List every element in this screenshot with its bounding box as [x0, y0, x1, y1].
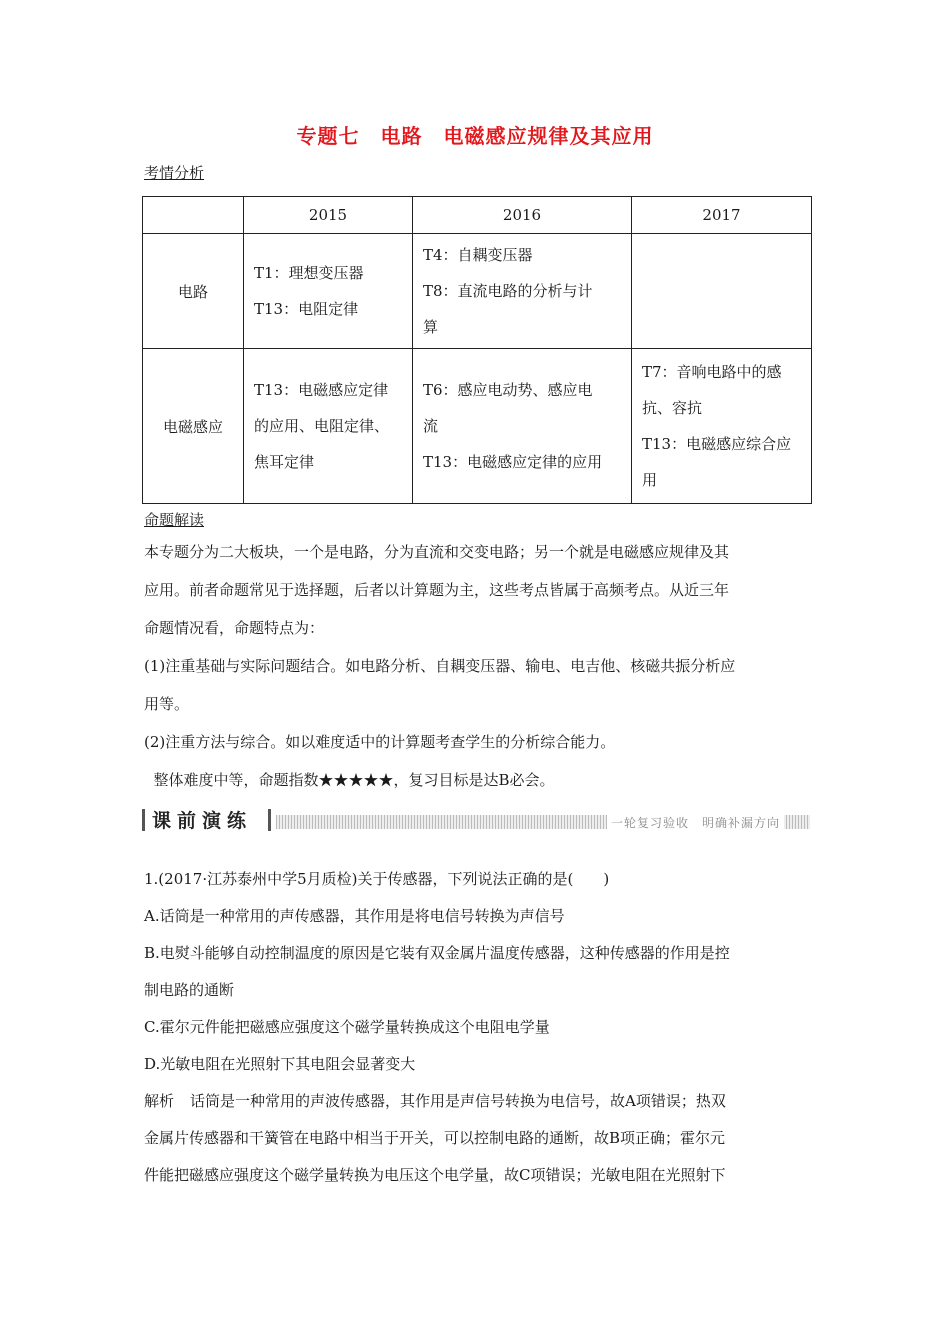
question-stem: 1.(2017·江苏泰州中学5月质检)关于传感器，下列说法正确的是( ): [144, 870, 610, 888]
analysis-line: 件能把磁感应强度这个磁学量转换为电压这个电学量，故C项错误；光敏电阻在光照射下: [144, 1166, 726, 1184]
cell-line: T13：电阻定律: [254, 300, 359, 318]
cell-line: T13：电磁感应定律: [254, 381, 389, 399]
interpretation-body: [144, 533, 808, 799]
paragraph-line: 整体难度中等，命题指数★★★★★，复习目标是达B必会。: [144, 771, 555, 789]
section-label-interpretation: 命题解读: [144, 511, 205, 529]
cell-line: 的应用、电阻定律、: [254, 417, 390, 435]
table-row: [143, 349, 812, 504]
table-row: [143, 234, 812, 349]
cell-line: T13：电磁感应综合应: [642, 435, 792, 453]
table-cell: [632, 234, 812, 349]
cell-line: 焦耳定律: [254, 453, 315, 471]
row-head-cell: 电磁感应: [143, 349, 244, 504]
option-line: A.话筒是一种常用的声传感器，其作用是将电信号转换为声信号: [144, 907, 565, 925]
cell-line: T6：感应电动势、感应电: [423, 381, 593, 399]
option-line: C.霍尔元件能把磁感应强度这个磁学量转换成这个电阻电学量: [144, 1018, 550, 1036]
paragraph-line: (2)注重方法与综合。如以难度适中的计算题考查学生的分析综合能力。: [144, 733, 616, 751]
table-cell: [244, 234, 413, 349]
section-banner: [142, 806, 810, 836]
banner-separator: [268, 809, 271, 831]
analysis-text: 话筒是一种常用的声波传感器，其作用是声信号转换为电信号，故A项错误；热双: [190, 1092, 726, 1110]
cell-line: 抗、容抗: [642, 399, 703, 417]
table-header-cell: [143, 197, 244, 234]
section-label-analysis: 考情分析: [144, 164, 205, 182]
table-header-cell: 2017: [632, 197, 812, 234]
table-header-cell: 2016: [413, 197, 632, 234]
cell-line: 流: [423, 417, 439, 435]
banner-title: 课前演练: [152, 810, 253, 832]
paragraph-line: 应用。前者命题常见于选择题，后者以计算题为主，这些考点皆属于高频考点。从近三年: [144, 581, 730, 599]
cell-line: T7：音响电路中的感: [642, 363, 782, 381]
table-cell: [413, 349, 632, 504]
table-cell: [632, 349, 812, 504]
cell-line: 算: [423, 318, 439, 336]
option-line: D.光敏电阻在光照射下其电阻会显著变大: [144, 1055, 416, 1073]
question-block: [144, 861, 808, 1194]
cell-line: T13：电磁感应定律的应用: [423, 453, 603, 471]
option-line: 制电路的通断: [144, 981, 235, 999]
analysis-line: 金属片传感器和干簧管在电路中相当于开关，可以控制电路的通断，故B项正确；霍尔元: [144, 1129, 726, 1147]
analysis-label: 解析: [144, 1092, 175, 1110]
paragraph-line: 本专题分为二大板块，一个是电路，分为直流和交变电路；另一个就是电磁感应规律及其: [144, 543, 730, 561]
cell-line: T4：自耦变压器: [423, 246, 533, 264]
analysis-line: [144, 1083, 808, 1120]
option-line: B.电熨斗能够自动控制温度的原因是它装有双金属片温度传感器，这种传感器的作用是控: [144, 944, 730, 962]
cell-line: 用: [642, 471, 658, 489]
paragraph-line: 命题情况看，命题特点为：: [144, 619, 325, 637]
table-header-cell: 2015: [244, 197, 413, 234]
paragraph-line: (1)注重基础与实际问题结合。如电路分析、自耦变压器、输电、电吉他、核磁共振分析应: [144, 657, 736, 675]
row-head-cell: 电路: [143, 234, 244, 349]
table-cell: [413, 234, 632, 349]
paragraph-line: 用等。: [144, 695, 190, 713]
page-title: 专题七 电路 电磁感应规律及其应用: [296, 124, 654, 148]
table-cell: [244, 349, 413, 504]
cell-line: T8：直流电路的分析与计: [423, 282, 593, 300]
banner-left-bar: [142, 809, 145, 831]
cell-line: T1：理想变压器: [254, 264, 364, 282]
banner-subtitle: 一轮复习验收 明确补漏方向: [607, 814, 784, 831]
table-header-row: [143, 197, 812, 234]
analysis-table: [142, 196, 812, 504]
